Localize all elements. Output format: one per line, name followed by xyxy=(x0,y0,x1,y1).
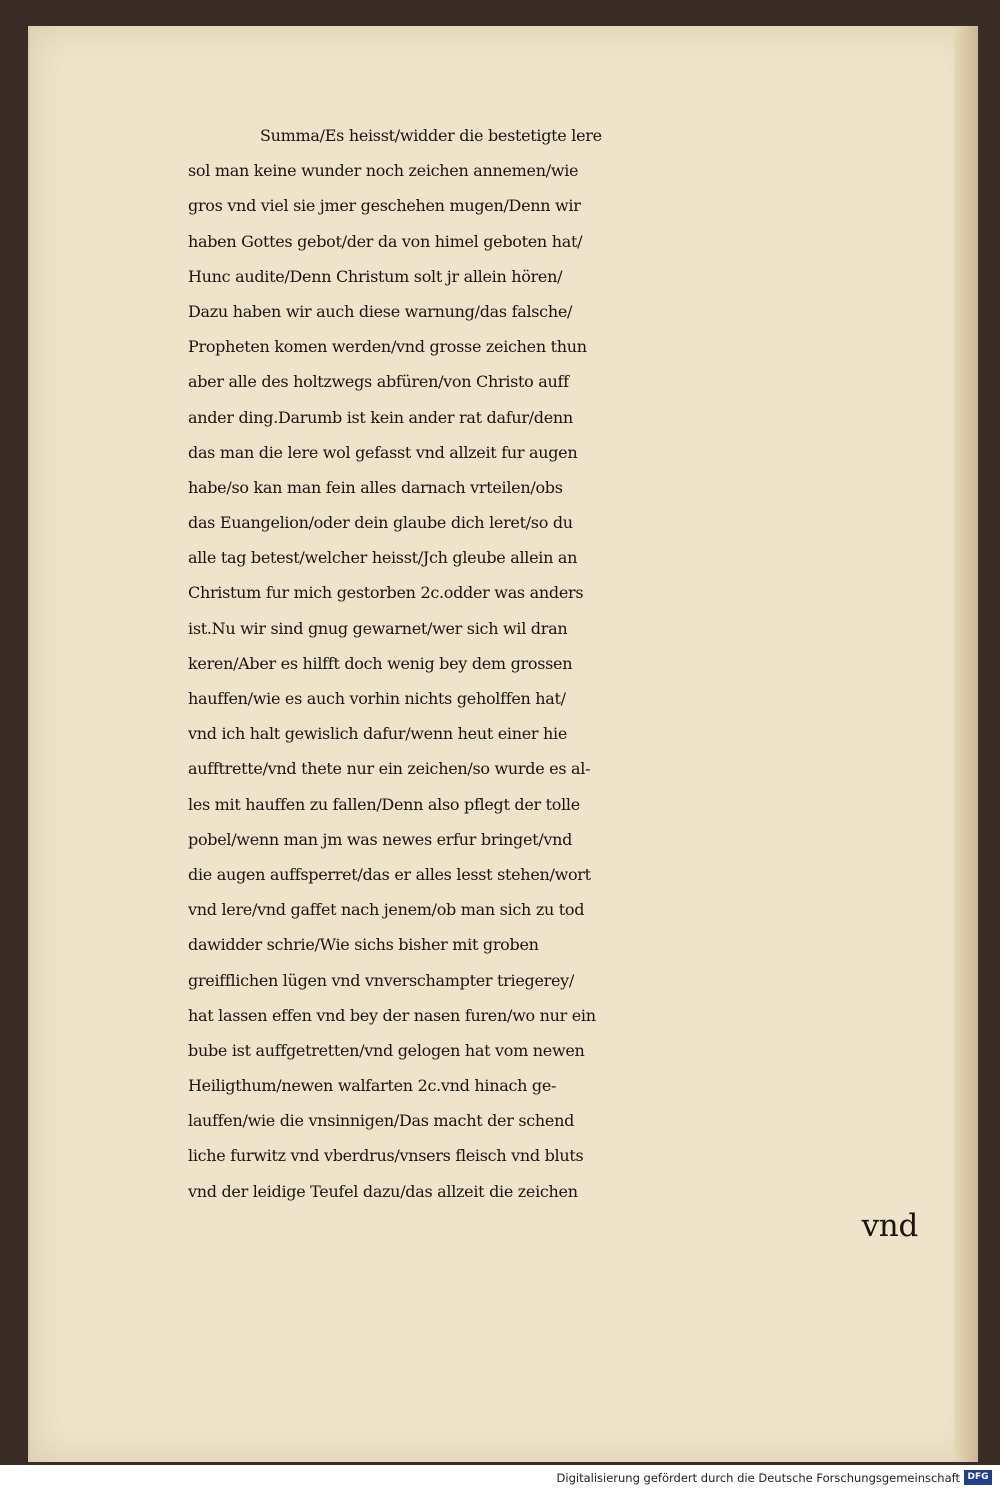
text-line: dawidder schrie/Wie sichs bisher mit groben xyxy=(188,935,539,955)
text-line: sol man keine wunder noch zeichen annemen/wie xyxy=(188,161,579,181)
text-line: hauffen/wie es auch vorhin nichts geholffen hat/ xyxy=(188,689,566,708)
text-line: die augen auffsperret/das er alles lesst stehen/wort xyxy=(188,864,591,884)
text-line: aber alle des holtzwegs abfüren/von Christo auff xyxy=(188,372,569,392)
text-line: Summa/Es heisst/widder die bestetigte lere xyxy=(260,126,602,145)
text-line: aufftrette/vnd thete nur ein zeichen/so wurde es al- xyxy=(188,759,591,779)
text-line: Hunc audite/Denn Christum solt jr allein hören/ xyxy=(188,266,563,286)
text-line: lauffen/wie die vnsinnigen/Das macht der schend xyxy=(188,1111,575,1131)
text-line: gros vnd viel sie jmer geschehen mugen/Denn wir xyxy=(188,196,581,216)
funding-credit: Digitalisierung gefördert durch die Deutsche Forschungsgemeinschaft xyxy=(556,1471,960,1485)
text-line: vnd der leidige Teufel dazu/das allzeit die zeichen xyxy=(188,1181,578,1201)
text-line: ist.Nu wir sind gnug gewarnet/wer sich wil dran xyxy=(188,618,568,638)
text-line: keren/Aber es hilfft doch wenig bey dem grossen xyxy=(188,653,573,673)
text-line: ander ding.Darumb ist kein ander rat dafur/denn xyxy=(188,407,573,427)
footer-bar xyxy=(0,1465,1000,1492)
text-line: vnd ich halt gewislich dafur/wenn heut einer hie xyxy=(188,724,568,744)
text-line: pobel/wenn man jm was newes erfur bringet/vnd xyxy=(188,829,573,849)
dfg-logo-icon: DFG xyxy=(964,1470,992,1485)
catchword: vnd xyxy=(861,1208,918,1244)
text-line: alle tag betest/welcher heisst/Jch gleube allein an xyxy=(188,548,578,568)
page-gutter xyxy=(954,26,978,1462)
text-line: das man die lere wol gefasst vnd allzeit fur augen xyxy=(188,442,578,462)
text-line: das Euangelion/oder dein glaube dich leret/so du xyxy=(188,513,573,533)
text-line: liche furwitz vnd vberdrus/vnsers fleisch vnd bluts xyxy=(188,1146,584,1166)
text-line: Dazu haben wir auch diese warnung/das falsche/ xyxy=(188,301,573,321)
text-line: Christum fur mich gestorben 2c.odder was anders xyxy=(188,583,584,603)
text-line: haben Gottes gebot/der da von himel geboten hat/ xyxy=(188,231,583,251)
text-line: vnd lere/vnd gaffet nach jenem/ob man sich zu tod xyxy=(188,900,585,920)
body-text xyxy=(188,118,926,1244)
text-line: les mit hauffen zu fallen/Denn also pflegt der tolle xyxy=(188,794,580,814)
text-line: hat lassen effen vnd bey der nasen furen/wo nur ein xyxy=(188,1005,596,1025)
text-line: habe/so kan man fein alles darnach vrteilen/obs xyxy=(188,477,563,497)
text-line: Propheten komen werden/vnd grosse zeichen thun xyxy=(188,337,587,357)
text-line: bube ist auffgetretten/vnd gelogen hat vom newen xyxy=(188,1040,585,1060)
text-line: greifflichen lügen vnd vnverschampter triegerey/ xyxy=(188,970,574,990)
text-line: Heiligthum/newen walfarten 2c.vnd hinach ge- xyxy=(188,1076,557,1096)
